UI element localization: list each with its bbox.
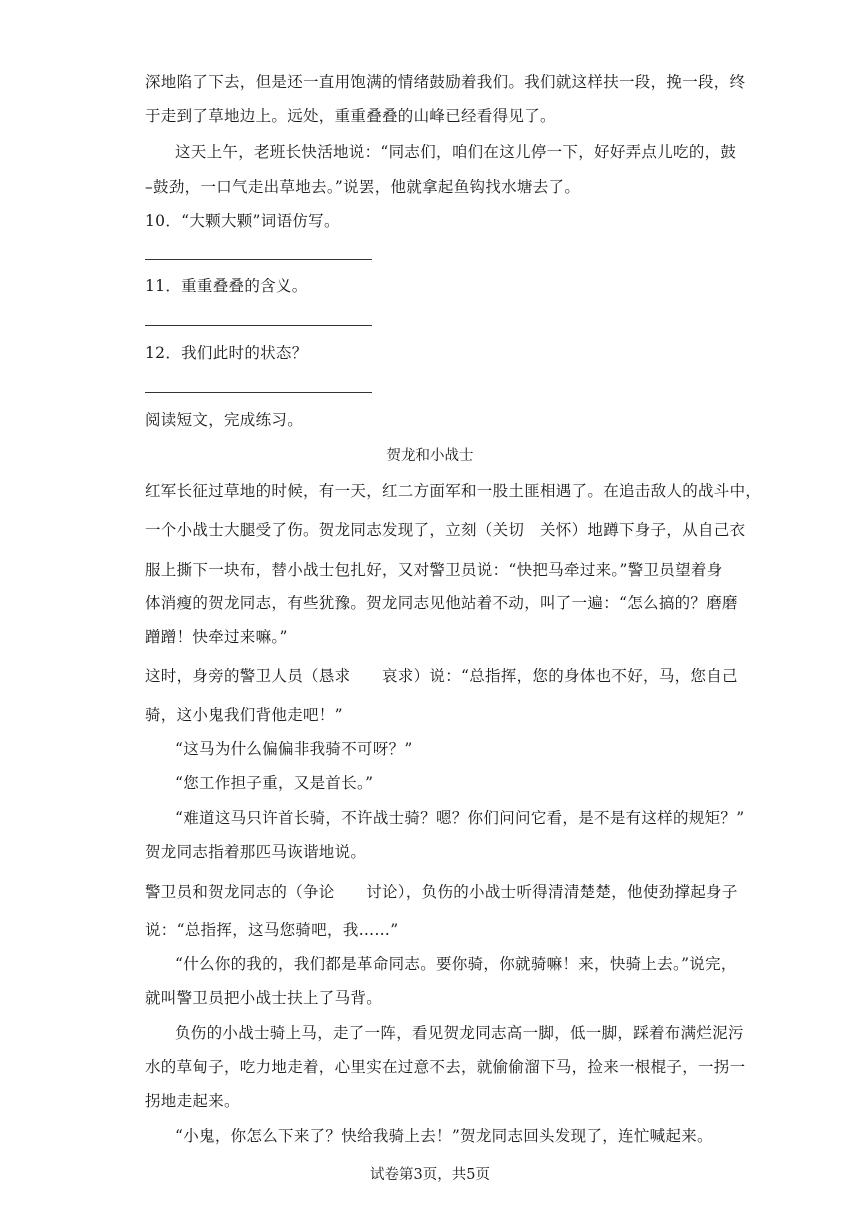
question-12: 12．我们此时的状态？	[145, 344, 308, 362]
story-line: 体消瘦的贺龙同志，有些犹豫。贺龙同志见他站着不动，叫了一遍：“怎么搞的？磨磨	[145, 594, 738, 612]
reading-instruction: 阅读短文，完成练习。	[145, 411, 304, 429]
story-line: “什么你的我的，我们都是革命同志。要你骑，你就骑嘛！来，快骑上去。”说完，	[175, 955, 737, 973]
answer-line-11[interactable]	[145, 325, 372, 326]
story-line: 贺龙同志指着那匹马诙谐地说。	[145, 843, 367, 861]
story-line: 蹭蹭！快牵过来嘛。”	[145, 628, 288, 646]
story-line: 就叫警卫员把小战士扶上了马背。	[145, 989, 383, 1007]
question-11: 11．重重叠叠的含义。	[145, 277, 308, 295]
story-line: 这时，身旁的警卫人员（恳求 哀求）说：“总指挥，您的身体也不好，马，您自己	[145, 667, 738, 685]
story-line: 负伤的小战士骑上马，走了一阵，看见贺龙同志高一脚，低一脚，踩着布满烂泥污	[175, 1024, 744, 1042]
story-line: “小鬼，你怎么下来了？快给我骑上去！”贺龙同志回头发现了，连忙喊起来。	[175, 1127, 713, 1145]
page-footer: 试卷第3页，共5页	[370, 1167, 490, 1183]
story-line: “难道这马只许首长骑，不许战士骑？嗯？你们问问它看，是不是有这样的规矩？”	[175, 809, 745, 827]
story-line: 水的草甸子，吃力地走着，心里实在过意不去，就偷偷溜下马，捡来一根棍子，一拐一	[145, 1058, 746, 1076]
passage-line: 于走到了草地边上。远处，重重叠叠的山峰已经看得见了。	[145, 107, 556, 125]
passage-line: 深地陷了下去，但是还一直用饱满的情绪鼓励着我们。我们就这样扶一段，挽一段，终	[145, 73, 746, 91]
story-line: 警卫员和贺龙同志的（争论 讨论），负伤的小战士听得清清楚楚，他使劲撑起身子	[145, 883, 738, 901]
story-line: “您工作担子重，又是首长。”	[175, 774, 374, 792]
answer-line-12[interactable]	[145, 392, 372, 393]
passage-line: –鼓劲，一口气走出草地去。”说罢，他就拿起鱼钩找水塘去了。	[145, 178, 581, 196]
story-line: 骑，这小鬼我们背他走吧！”	[145, 706, 343, 724]
answer-line-10[interactable]	[145, 259, 372, 260]
story-line: “这马为什么偏偏非我骑不可呀？”	[175, 740, 413, 758]
story-line: 说：“总指挥，这马您骑吧，我……”	[145, 921, 399, 939]
story-title: 贺龙和小战士	[386, 448, 474, 464]
story-line: 拐地走起来。	[145, 1092, 240, 1110]
question-10: 10．“大颗大颗”词语仿写。	[145, 212, 340, 230]
passage-line: 这天上午，老班长快活地说：“同志们，咱们在这儿停一下，好好弄点儿吃的，鼓	[175, 143, 737, 161]
story-line: 服上撕下一块布，替小战士包扎好，又对警卫员说：“快把马牵过来。”警卫员望着身	[145, 561, 723, 579]
story-line: 红军长征过草地的时候，有一天，红二方面军和一股土匪相遇了。在追击敌人的战斗中，	[145, 482, 762, 500]
story-line: 一个小战士大腿受了伤。贺龙同志发现了，立刻（关切 关怀）地蹲下身子，从自己衣	[145, 521, 746, 539]
